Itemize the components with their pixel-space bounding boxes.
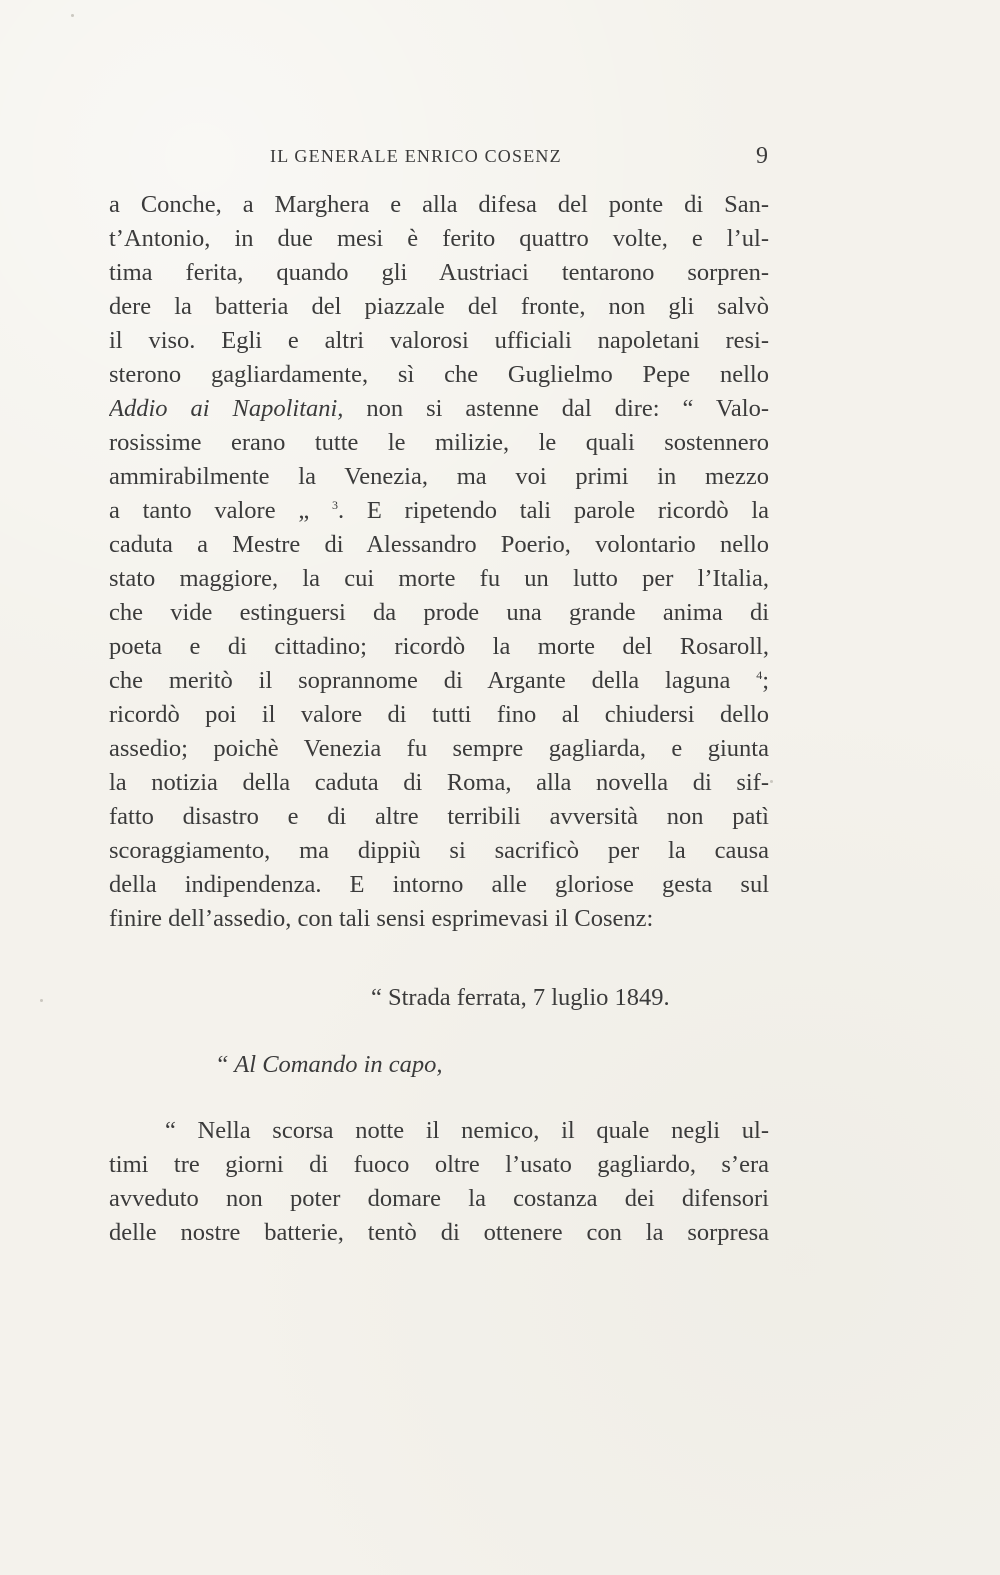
letter-line: timi tre giorni di fuoco oltre l’usato gagliardo, s’era: [109, 1151, 769, 1178]
text-line: sterono gagliardamente, sì che Guglielmo Pepe nello: [109, 361, 769, 388]
text-line: stato maggiore, la cui morte fu un lutto per l’Italia,: [109, 565, 769, 592]
text-fragment: ;: [762, 667, 769, 694]
text-line: la notizia della caduta di Roma, alla novella di sif-: [109, 769, 769, 796]
letter-dateline: “ Strada ferrata, 7 luglio 1849.: [371, 984, 670, 1011]
text-fragment: non si astenne dal dire: “ Valo-: [343, 395, 769, 422]
text-line: ammirabilmente la Venezia, ma voi primi in mezzo: [109, 463, 769, 490]
text-line: tima ferita, quando gli Austriaci tentarono sorpren-: [109, 259, 769, 286]
letter-line: “ Nella scorsa notte il nemico, il quale negli ul-: [165, 1117, 769, 1144]
text-line: ricordò poi il valore di tutti fino al chiudersi dello: [109, 701, 769, 728]
text-fragment: che meritò il soprannome di Argante della laguna: [109, 667, 757, 694]
letter-line: avveduto non poter domare la costanza dei difensori: [109, 1185, 769, 1212]
paper-speck: [770, 780, 773, 783]
text-line: della indipendenza. E intorno alle gloriose gesta sul: [109, 871, 769, 898]
letter-salutation: “ Al Comando in capo,: [215, 1051, 443, 1078]
letter-line: delle nostre batterie, tentò di ottenere con la sorpresa: [109, 1219, 769, 1246]
text-line: a Conche, a Marghera e alla difesa del ponte di San-: [109, 191, 769, 218]
text-line: [109, 664, 769, 698]
text-fragment: . E ripetendo tali parole ricordò la: [337, 497, 769, 524]
page-header: [270, 143, 780, 173]
text-line: caduta a Mestre di Alessandro Poerio, volontario nello: [109, 531, 769, 558]
footnote-marker: 4: [756, 667, 763, 682]
running-title: IL GENERALE ENRICO COSENZ: [270, 146, 562, 166]
text-line: poeta e di cittadino; ricordò la morte del Rosaroll,: [109, 633, 769, 660]
paper-speck: [40, 999, 43, 1002]
text-line: scoraggiamento, ma dippiù si sacrificò per la causa: [109, 837, 769, 864]
footnote-marker: 3: [331, 497, 338, 512]
text-line: t’Antonio, in due mesi è ferito quattro volte, e l’ul-: [109, 225, 769, 252]
text-line: che vide estinguersi da prode una grande anima di: [109, 599, 769, 626]
text-line: rosissime erano tutte le milizie, le quali sostennero: [109, 429, 769, 456]
book-title-italic: Addio ai Napolitani,: [109, 395, 344, 422]
text-line: fatto disastro e di altre terribili avversità non patì: [109, 803, 769, 830]
text-line: [109, 494, 769, 528]
text-fragment: a tanto valore „: [109, 497, 332, 524]
text-line: finire dell’assedio, con tali sensi esprimevasi il Cosenz:: [109, 905, 654, 932]
page-number: 9: [756, 143, 768, 169]
text-line: il viso. Egli e altri valorosi ufficiali napoletani resi-: [109, 327, 769, 354]
paper-speck: [71, 14, 74, 17]
text-line: dere la batteria del piazzale del fronte, non gli salvò: [109, 293, 769, 320]
text-line: assedio; poichè Venezia fu sempre gagliarda, e giunta: [109, 735, 769, 762]
text-line: [109, 392, 769, 426]
